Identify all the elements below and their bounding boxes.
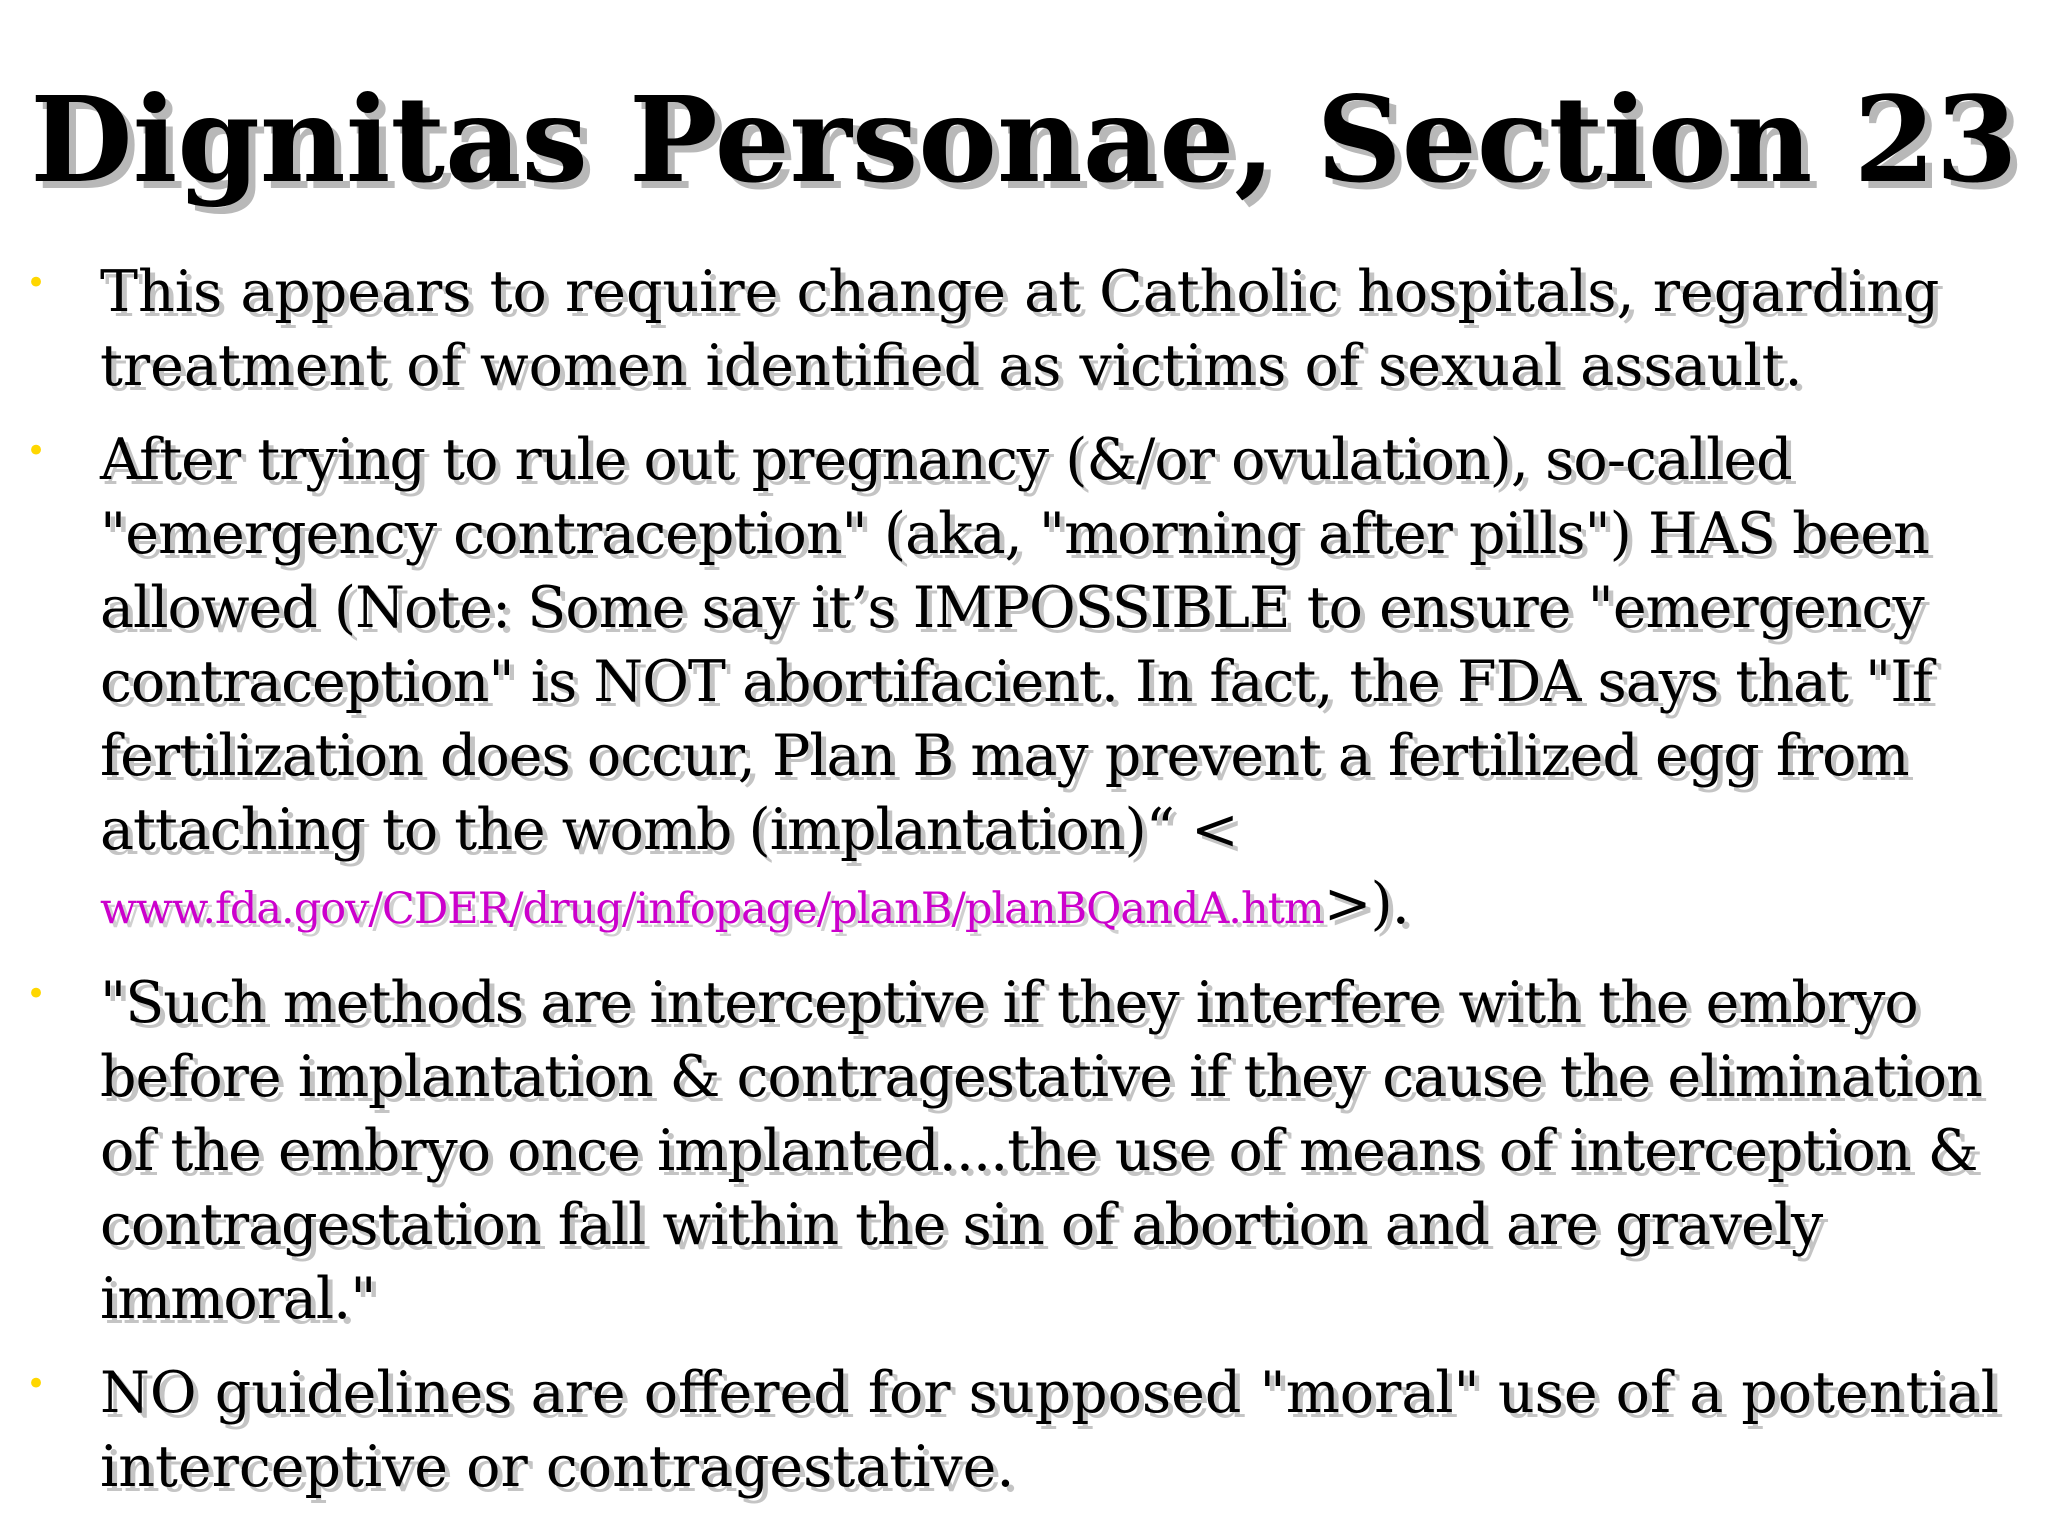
bullet-dot-icon: • (26, 974, 46, 1014)
slide-title: Dignitas Personae, Section 23 (30, 70, 2018, 209)
bullet-item-1 (0, 255, 2048, 403)
bullet-text: NO guidelines are offered for supposed "moral" use of a potential interceptive or contragestative. (100, 1360, 1999, 1500)
bullet-item-2 (0, 423, 2048, 946)
bullet-dot-icon: • (26, 263, 47, 303)
bullet-item-4 (0, 1356, 2048, 1504)
bullet-item-3 (0, 966, 2048, 1336)
bullet-text: After trying to rule out pregnancy (&/or ovulation), so-called "emergency contraception" (aka, "morning after pills") HAS been allowed (Note: Some say it’s IMPOSSIBLE to ensure "emergency contraception" is NOT abortifacient. In fact, the FDA says that "If fertilization does occur, Plan B may prevent a fertilized egg from attaching to the womb (implantation)“ < (100, 427, 1932, 863)
bullet-dot-icon: • (26, 1364, 47, 1404)
bullet-text-tail: >). (1323, 871, 1409, 937)
fda-link[interactable]: www.fda.gov/CDER/drug/infopage/planB/planBQandA.htm (100, 884, 1324, 934)
bullet-list (0, 255, 2048, 1524)
bullet-text: "Such methods are interceptive if they interfere with the embryo before implantation & contragestative if they cause the elimination of the embryo once implanted....the use of means of interception & contragestation fall within the sin of abortion and are gravely immoral." (100, 970, 1982, 1332)
bullet-dot-icon: • (26, 431, 46, 471)
bullet-text: This appears to require change at Catholic hospitals, regarding treatment of women identified as victims of sexual assault. (100, 259, 1940, 399)
